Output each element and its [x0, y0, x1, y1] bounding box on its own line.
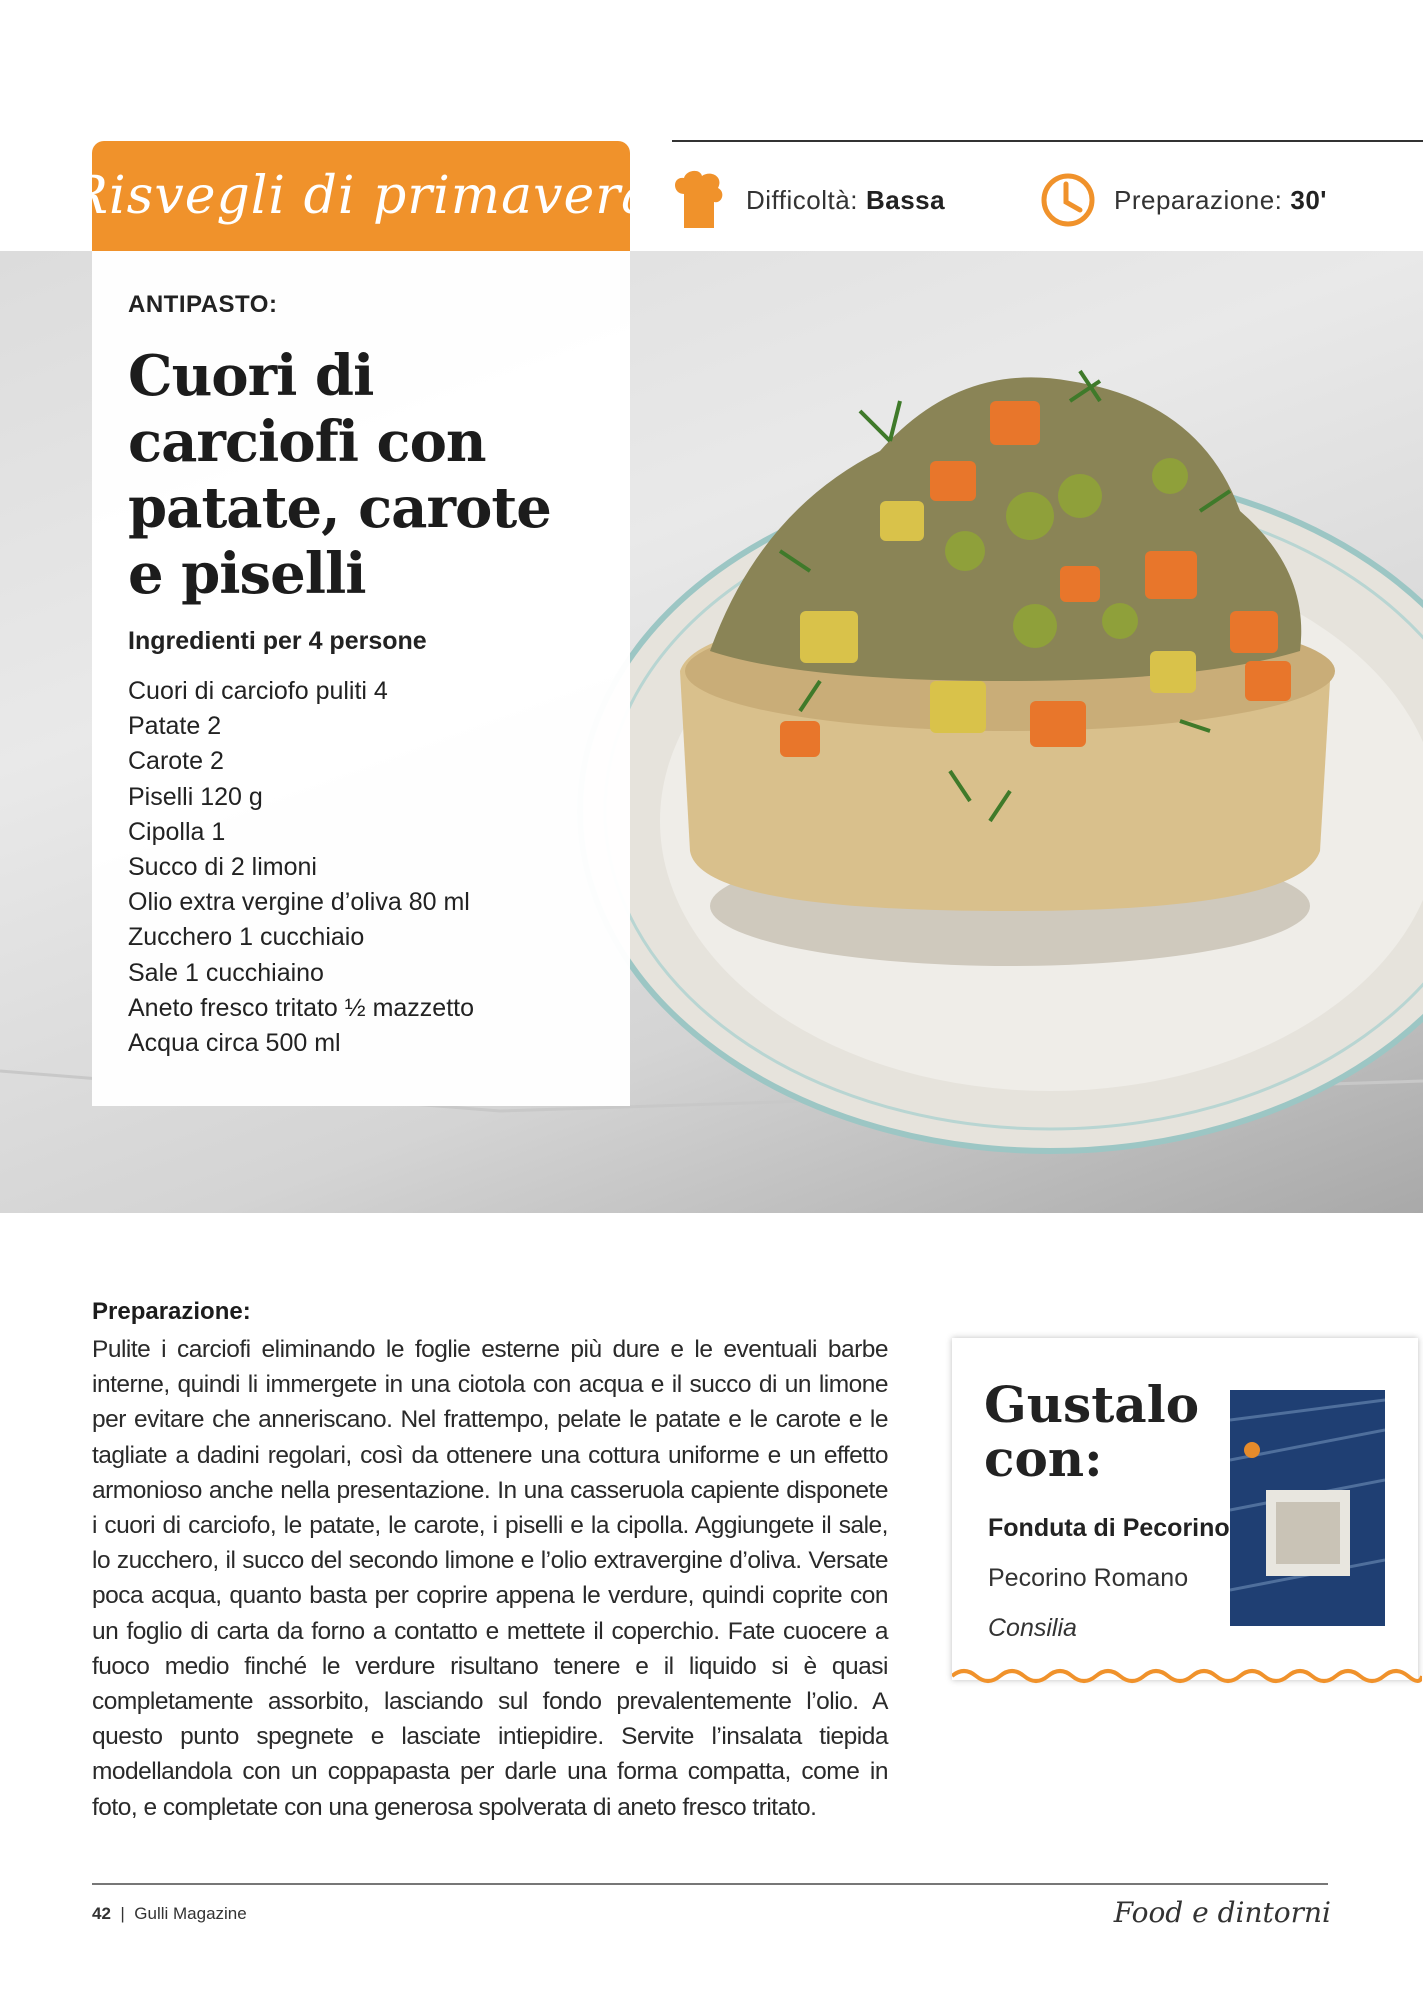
ingredient-list [128, 674, 594, 1061]
ingredient-item: Patate 2 [128, 712, 222, 741]
difficulty-value: Bassa [865, 184, 946, 215]
chef-hat-icon [670, 170, 728, 230]
product-package-image [1230, 1390, 1385, 1626]
ingredient-item: Acqua circa 500 ml [128, 1029, 341, 1058]
prep-label: Preparazione: [1114, 184, 1283, 215]
page-number: 42 [92, 1904, 111, 1923]
preparation-text: Pulite i carciofi eliminando le foglie esterne più dure e le eventuali barbe interne, quindi li immergete in una ciotola con acqua e il succo di un limone per evitare che anneriscano. Nel frattempo, pelate le patate e le carote e le tagliate a dadini regolari, così da ottenere una cottura uniforme e un effetto armonioso anche nella presentazione. In una casseruola capiente disponete i cuori di carciofo, le patate, le carote, i piselli e la cipolla. Aggiungete il sale, lo zucchero, il succo del secondo limone e l’olio extravergine d’oliva. Versate poca acqua, quanto basta per coprire appena le verdure, quindi coprite con un foglio di carta da forno a contatto e mettete il coperchio. Fate cuocere a fuoco medio finché le verdure risultano tenere e il liquido si è quasi completamente assorbito, lasciando sul fondo prevalentemente l’olio. A questo punto spegnete e lasciate intiepidire. Servite l’insalata tiepida modellandola con un coppapasta per darle una forma compatta, come in foto, e completate con una generosa spolverata di aneto fresco tritato. [92, 1336, 888, 1821]
ingredient-item: Olio extra vergine d’oliva 80 ml [128, 888, 470, 917]
pairing-variety: Pecorino Romano [988, 1564, 1189, 1592]
footer-section: Food e dintorni [1113, 1896, 1331, 1929]
ingredient-item: Piselli 120 g [128, 782, 263, 811]
difficulty-label: Difficoltà: [746, 184, 858, 215]
ingredient-item: Sale 1 cucchiaino [128, 958, 324, 987]
ingredient-item: Aneto fresco tritato ½ mazzetto [128, 993, 474, 1022]
ingredient-item: Carote 2 [128, 747, 224, 776]
pairing-title-line1: Gustalo [984, 1375, 1200, 1434]
ingredient-item: Succo di 2 limoni [128, 853, 317, 882]
clock-icon [1040, 172, 1096, 228]
pairing-title-line2: con: [984, 1429, 1103, 1488]
pairing-box [952, 1338, 1418, 1680]
footer-page-info [92, 1904, 247, 1924]
ingredient-item: Cuori di carciofo puliti 4 [128, 677, 388, 705]
prep-time-info [1040, 168, 1327, 232]
wavy-border [952, 1666, 1422, 1686]
footer-separator: | [115, 1904, 130, 1923]
pairing-product: Fonduta di Pecorino [988, 1514, 1230, 1542]
section-banner [68, 141, 654, 251]
magazine-name: Gulli Magazine [134, 1904, 247, 1923]
difficulty-info [670, 168, 945, 232]
preparation-heading: Preparazione: [92, 1298, 251, 1325]
pairing-brand: Consilia [988, 1614, 1077, 1642]
servings-label: Ingredienti per 4 persone [128, 627, 427, 655]
ingredient-item: Zucchero 1 cucchiaio [128, 923, 365, 952]
prep-value: 30' [1290, 184, 1327, 215]
recipe-title: Cuori di carciofi con patate, carote e piselli [128, 343, 551, 607]
recipe-card [92, 251, 630, 1106]
section-title: Risvegli di primavera [68, 166, 654, 226]
course-label: ANTIPASTO: [128, 291, 278, 318]
pairing-title [984, 1375, 1200, 1488]
ingredient-item: Cipolla 1 [128, 817, 226, 846]
footer-rule [92, 1883, 1328, 1885]
header-rule [672, 140, 1423, 142]
